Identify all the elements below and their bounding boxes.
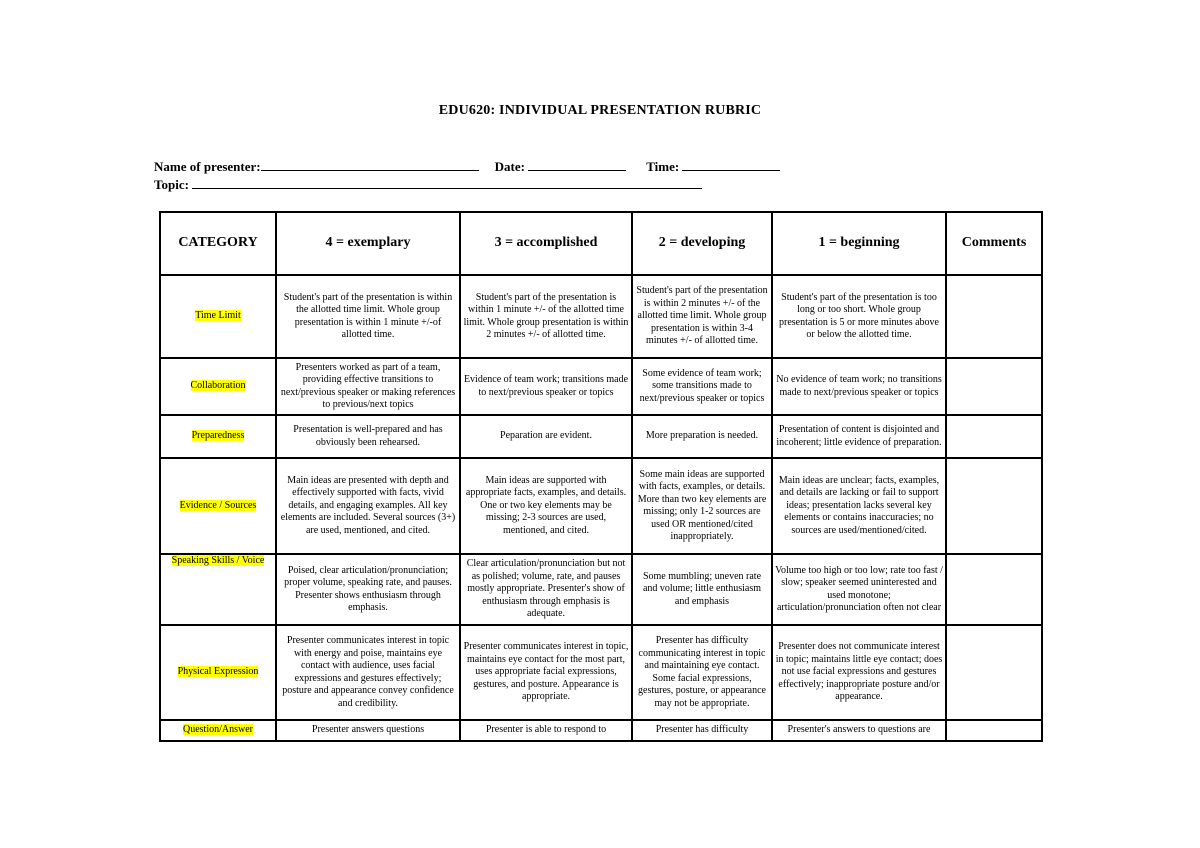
category-label: Preparedness <box>191 430 245 442</box>
criterion-cell: Peparation are evident. <box>460 415 632 458</box>
name-blank-line[interactable] <box>261 158 479 171</box>
criterion-cell: Presenter does not communicate interest in topic; maintains little eye contact; does not use facial expressions and gestures effectively; inappropriate posture and/or appearance. <box>772 625 946 720</box>
category-label: Evidence / Sources <box>179 499 257 511</box>
header-row <box>160 212 1042 275</box>
category-label: Collaboration <box>190 380 246 392</box>
criterion-cell: Presenter is able to respond to <box>460 720 632 741</box>
header-fields-row <box>154 158 780 175</box>
header-comments: Comments <box>946 212 1042 275</box>
table-row <box>160 554 1042 625</box>
criterion-cell: Evidence of team work; transitions made to next/previous speaker or topics <box>460 358 632 415</box>
table-row <box>160 625 1042 720</box>
criterion-cell: No evidence of team work; no transitions made to next/previous speaker or topics <box>772 358 946 415</box>
criterion-cell: Student's part of the presentation is within the allotted time limit. Whole group presentation is within 1 minute +/-of allotted time. <box>276 275 460 358</box>
header-category: CATEGORY <box>160 212 276 275</box>
criterion-cell: Presenters worked as part of a team, providing effective transitions to next/previous speaker or making references to previous/next topics <box>276 358 460 415</box>
comments-cell[interactable] <box>946 275 1042 358</box>
criterion-cell: Presenter answers questions <box>276 720 460 741</box>
table-row <box>160 275 1042 358</box>
criterion-cell: Main ideas are unclear; facts, examples, and details are lacking or fail to support ideas; presentation lacks several key elements or contains inaccuracies; no sources are used/mentioned/cited. <box>772 458 946 554</box>
topic-row <box>154 176 702 193</box>
document-title: EDU620: INDIVIDUAL PRESENTATION RUBRIC <box>438 103 762 118</box>
criterion-cell: Presenter communicates interest in topic, maintains eye contact for the most part, uses appropriate facial expressions, gestures, and posture. Appearance is appropriate. <box>460 625 632 720</box>
criterion-cell: Student's part of the presentation is within 2 minutes +/- of the allotted time limit. Whole group presentation is within 3-4 minutes +/- of allotted time. <box>632 275 772 358</box>
criterion-cell: Presenter has difficulty communicating interest in topic and maintaining eye contact. Some facial expressions, gestures, posture, or appearance may not be appropriate. <box>632 625 772 720</box>
criterion-cell: Some main ideas are supported with facts, examples, or details. More than two key elements are missing; only 1-2 sources are used OR mentioned/cited inappropriately. <box>632 458 772 554</box>
criterion-cell: Presenter has difficulty <box>632 720 772 741</box>
name-label: Name of presenter: <box>154 159 261 174</box>
comments-cell[interactable] <box>946 554 1042 625</box>
date-blank-line[interactable] <box>528 158 626 171</box>
comments-cell[interactable] <box>946 625 1042 720</box>
category-label: Speaking Skills / Voice <box>171 555 265 566</box>
topic-label: Topic: <box>154 177 189 192</box>
criterion-cell: Presenter communicates interest in topic with energy and poise, maintains eye contact with audience, uses facial expressions and gestures effectively; posture and appearance convey confidence and credibility. <box>276 625 460 720</box>
table-row <box>160 720 1042 741</box>
criterion-cell: More preparation is needed. <box>632 415 772 458</box>
topic-blank-line[interactable] <box>192 176 702 189</box>
criterion-cell: Main ideas are supported with appropriate facts, examples, and details. One or two key elements may be missing; 2-3 sources are used, mentioned, and cited. <box>460 458 632 554</box>
criterion-cell: Student's part of the presentation is within 1 minute +/- of the allotted time limit. Whole group presentation is within 2 minutes +/- of allotted time. <box>460 275 632 358</box>
table-row <box>160 415 1042 458</box>
comments-cell[interactable] <box>946 415 1042 458</box>
table-row <box>160 458 1042 554</box>
comments-cell[interactable] <box>946 358 1042 415</box>
header-beginning: 1 = beginning <box>772 212 946 275</box>
category-label: Question/Answer <box>183 724 253 736</box>
criterion-cell: Main ideas are presented with depth and effectively supported with facts, vivid details, and engaging examples. All key elements are included. Several sources (3+) are used, mentioned, and cited. <box>276 458 460 554</box>
criterion-cell: Clear articulation/pronunciation but not as polished; volume, rate, and pauses mostly appropriate. Presenter's show of enthusiasm through emphasis is adequate. <box>460 554 632 625</box>
rubric-table <box>159 211 1043 742</box>
category-label: Physical Expression <box>177 666 259 678</box>
header-accomplished: 3 = accomplished <box>460 212 632 275</box>
comments-cell[interactable] <box>946 720 1042 741</box>
comments-cell[interactable] <box>946 458 1042 554</box>
criterion-cell: Poised, clear articulation/pronunciation; proper volume, speaking rate, and pauses. Presenter shows enthusiasm through emphasis. <box>276 554 460 625</box>
header-developing: 2 = developing <box>632 212 772 275</box>
criterion-cell: Student's part of the presentation is too long or too short. Whole group presentation is 5 or more minutes above or below the allotted time. <box>772 275 946 358</box>
criterion-cell: Volume too high or too low; rate too fast / slow; speaker seemed uninterested and used monotone; articulation/pronunciation often not clear <box>772 554 946 625</box>
date-label: Date: <box>494 159 525 174</box>
criterion-cell: Presentation is well-prepared and has obviously been rehearsed. <box>276 415 460 458</box>
criterion-cell: Some evidence of team work; some transitions made to next/previous speaker or topics <box>632 358 772 415</box>
time-label: Time: <box>646 159 680 174</box>
criterion-cell: Presenter's answers to questions are <box>772 720 946 741</box>
category-label: Time Limit <box>195 310 241 322</box>
time-blank-line[interactable] <box>682 158 780 171</box>
header-exemplary: 4 = exemplary <box>276 212 460 275</box>
table-row <box>160 358 1042 415</box>
criterion-cell: Presentation of content is disjointed and incoherent; little evidence of preparation. <box>772 415 946 458</box>
criterion-cell: Some mumbling; uneven rate and volume; little enthusiasm and emphasis <box>632 554 772 625</box>
